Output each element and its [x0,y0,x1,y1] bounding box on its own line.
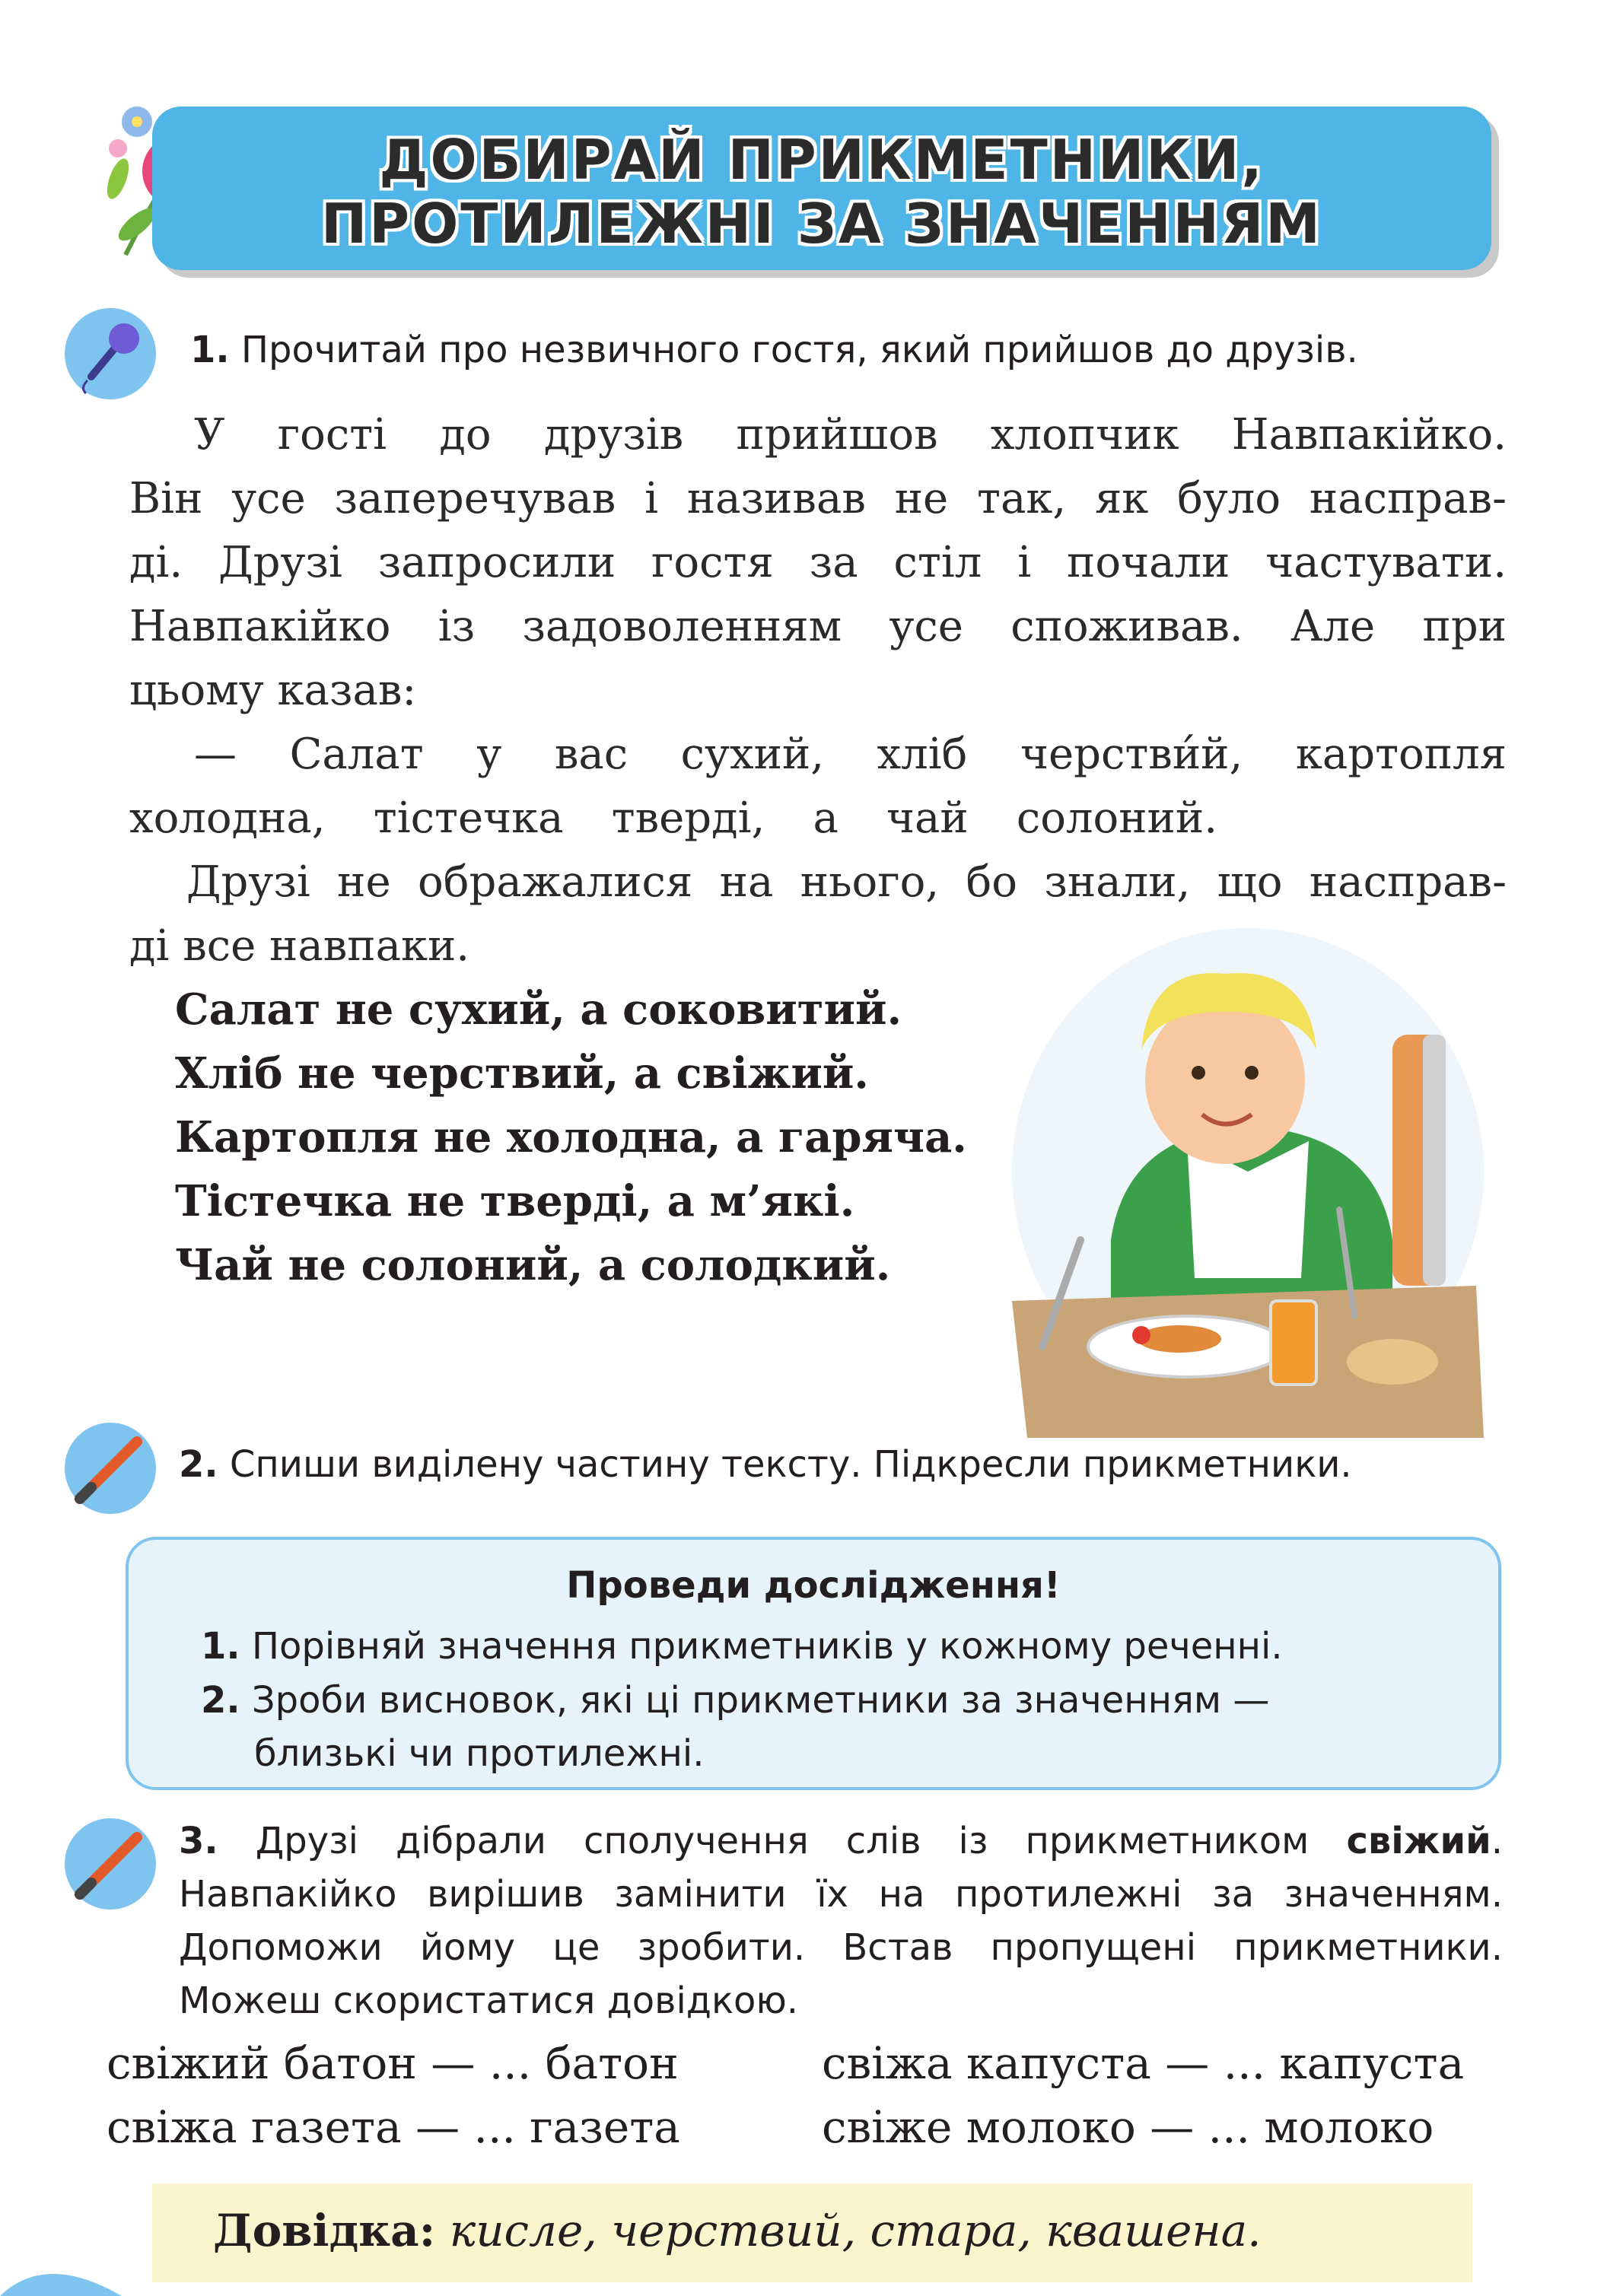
task3-number: 3. [179,1820,218,1862]
task2-number: 2. [179,1443,218,1486]
section-title-line1: ДОБИРАЙ ПРИКМЕТНИКИ, [379,128,1265,192]
task3-line [179,1814,1503,1868]
highlighted-line: Салат не сухий, а соковитий. [175,984,902,1035]
task3-punct: . [1491,1820,1504,1862]
story-line: Друзі не ображалися на нього, бо знали, що насправ- [186,857,1507,907]
hint-words: кисле, черствий, стара, квашена. [449,2205,1262,2256]
research-item-continuation: близькі чи протилежні. [254,1732,705,1775]
task3-line: Можеш скористатися довідкою. [179,1980,798,2022]
story-line: — Салат у вас сухий, хліб черстви́й, картопля [194,730,1507,779]
task3-line: Допоможи йому це зробити. Встав пропущені прикметники. [179,1926,1503,1969]
story-line: У гості до друзів прийшов хлопчик Навпакійко. [194,410,1507,460]
research-title: Проведи дослідження! [566,1564,1061,1607]
research-item-number: 2. [201,1679,240,1722]
task2-text [179,1438,1503,1491]
research-box [126,1537,1501,1790]
pen-icon [65,1423,156,1514]
word-pair: свіжа газета — ... газета [107,2101,680,2153]
hint-label: Довідка: [213,2205,436,2256]
task3-line: Навпакійко вирішив замінити їх на протилежні за значенням. [179,1873,1503,1916]
section-title-banner [152,107,1491,270]
highlighted-line: Тістечка не тверді, а м’які. [175,1176,855,1226]
research-item [201,1674,1269,1727]
pen-icon [65,1818,156,1910]
research-item-number: 1. [201,1625,240,1668]
word-pair: свіжа капуста — ... капуста [822,2037,1465,2089]
research-item [201,1620,1283,1673]
hint-box [152,2183,1472,2282]
task3-text [179,1814,1503,2027]
word-pair: свіже молоко — ... молоко [822,2101,1434,2153]
word-pair: свіжий батон — ... батон [107,2037,679,2089]
story-line: Навпакійко із задоволенням усе споживав. Але при [129,602,1507,651]
task2-instruction: Спиши виділену частину тексту. Підкресли прикметники. [229,1443,1352,1486]
story-line: ді все навпаки. [129,921,470,971]
task3-line1: Друзі дібрали сполучення слів із прикметником [255,1820,1310,1862]
story-line: ді. Друзі запросили гостя за стіл і почали частувати. [129,538,1507,587]
task1-number: 1. [190,329,230,371]
highlighted-line: Чай не солоний, а солодкий. [175,1240,891,1290]
task1-text [190,323,1499,377]
story-line: Він усе заперечував і називав не так, як було насправ- [129,474,1507,523]
highlighted-line: Хліб не черствий, а свіжий. [175,1048,869,1099]
highlighted-line: Картопля не холодна, а гаряча. [175,1112,967,1162]
corner-decoration-icon [0,2252,152,2296]
research-item-text: Зроби висновок, які ці прикметники за значенням — [251,1679,1270,1722]
highlighted-text [175,978,1050,1297]
hint-text [213,2205,1262,2256]
task3-keyword: свіжий [1346,1820,1491,1862]
boy-eating-illustration [997,921,1491,1438]
section-title-line2: ПРОТИЛЕЖНІ ЗА ЗНАЧЕННЯМ [321,192,1322,256]
story-line: холодна, тістечка тверді, а чай солоний. [129,793,1217,843]
research-item-text: Порівняй значення прикметників у кожному реченні. [251,1625,1283,1668]
microphone-icon [65,308,156,399]
story-line: цьому казав: [129,666,417,715]
story-text [129,403,1507,978]
task1-instruction: Прочитай про незвичного гостя, який прийшов до друзів. [240,329,1358,371]
